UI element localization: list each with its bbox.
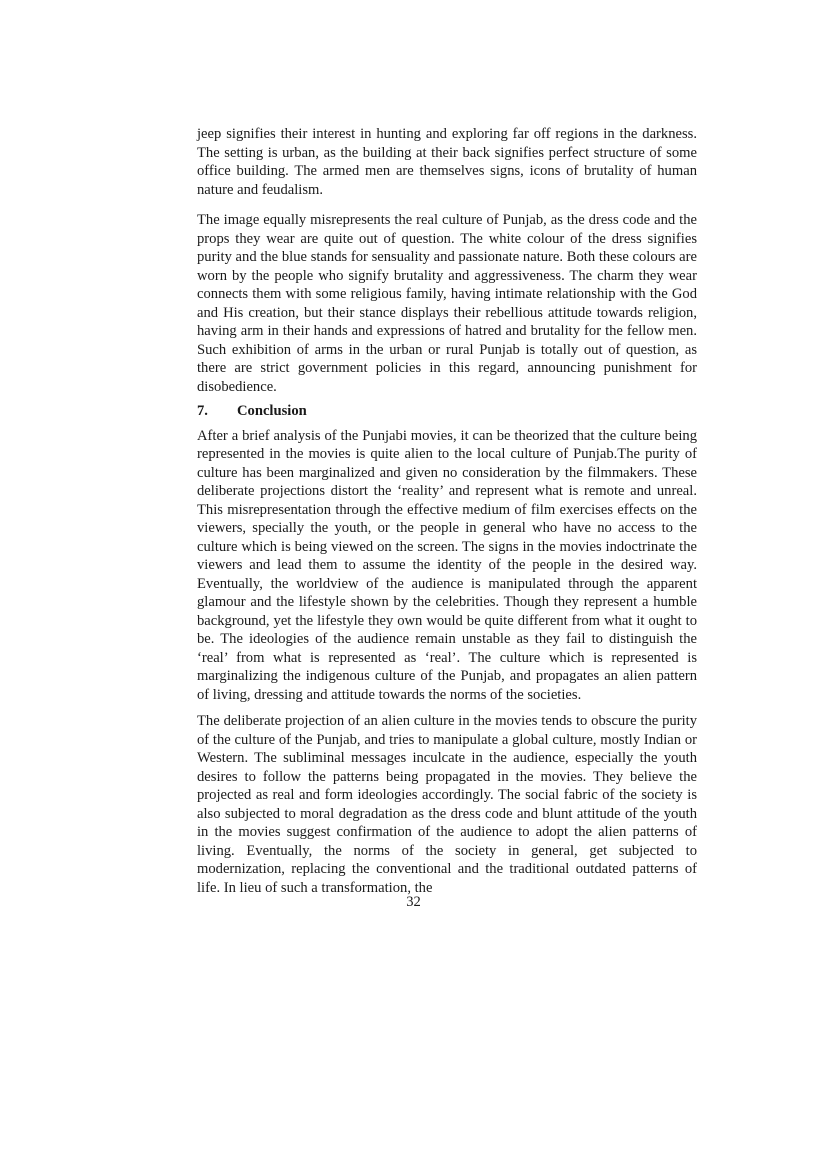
page-body [197,125,697,897]
section-title: Conclusion [237,403,307,419]
section-number: 7. [197,403,208,419]
paragraph-deliberate-projection: The deliberate projection of an alien culture in the movies tends to obscure the purity of the culture of the Punjab, and tries to manipulate a global culture, mostly Indian or Western. The subliminal messages inculcate in the audience, especially the youth desires to follow the patterns being propagated in the movies. They believe the projected as real and form ideologies accordingly. The social fabric of the society is also subjected to moral degradation as the dress code and blunt attitude of the youth in the movies suggest confirmation of the audience to adopt the alien patterns of living. Eventually, the norms of the society in general, get subjected to modernization, replacing the conventional and the traditional outdated patterns of life. In lieu of such a transformation, the [197,713,697,896]
paragraph-jeep-setting: jeep signifies their interest in hunting and exploring far off regions in the darkness. The setting is urban, as the building at their back signifies perfect structure of some office building. The armed men are themselves signs, icons of brutality of human nature and feudalism. [197,126,697,198]
section-heading-conclusion [197,402,697,421]
paragraph-brief-analysis: After a brief analysis of the Punjabi movies, it can be theorized that the culture being represented in the movies is quite alien to the local culture of Punjab.The purity of culture has been marginalized and given no consideration by the filmmakers. These deliberate projections distort the ‘reality’ and represent what is remote and unreal. This misrepresentation through the effective medium of film exercises effects on the viewers, specially the youth, or the people in general who have no access to the culture which is being viewed on the screen. The signs in the movies indoctrinate the viewers and lead them to assume the identity of the people in the desired way. Eventually, the worldview of the audience is manipulated through the apparent glamour and the lifestyle shown by the celebrities. Though they represent a humble background, yet the lifestyle they own would be quite different from what it ought to be. The ideologies of the audience remain unstable as they fail to distinguish the ‘real’ from what is represented as ‘real’. The culture which is represented is marginalizing the indigenous culture of the Punjab, and propagates an alien pattern of living, dressing and attitude towards the norms of the societies. [197,427,697,703]
page-number: 32 [406,894,421,910]
paragraph-image-misrepresents: The image equally misrepresents the real culture of Punjab, as the dress code and the props they wear are quite out of question. The white colour of the dress signifies purity and the blue stands for sensuality and passionate nature. Both these colours are worn by the people who signify brutality and aggressiveness. The charm they wear connects them with some religious family, having intimate relationship with the God and His creation, but their stance displays their rebellious attitude towards religion, having arm in their hands and expressions of hatred and brutality for the fellow men. Such exhibition of arms in the urban or rural Punjab is totally out of question, as there are strict government policies in this regard, announcing punishment for disobedience. [197,212,697,395]
